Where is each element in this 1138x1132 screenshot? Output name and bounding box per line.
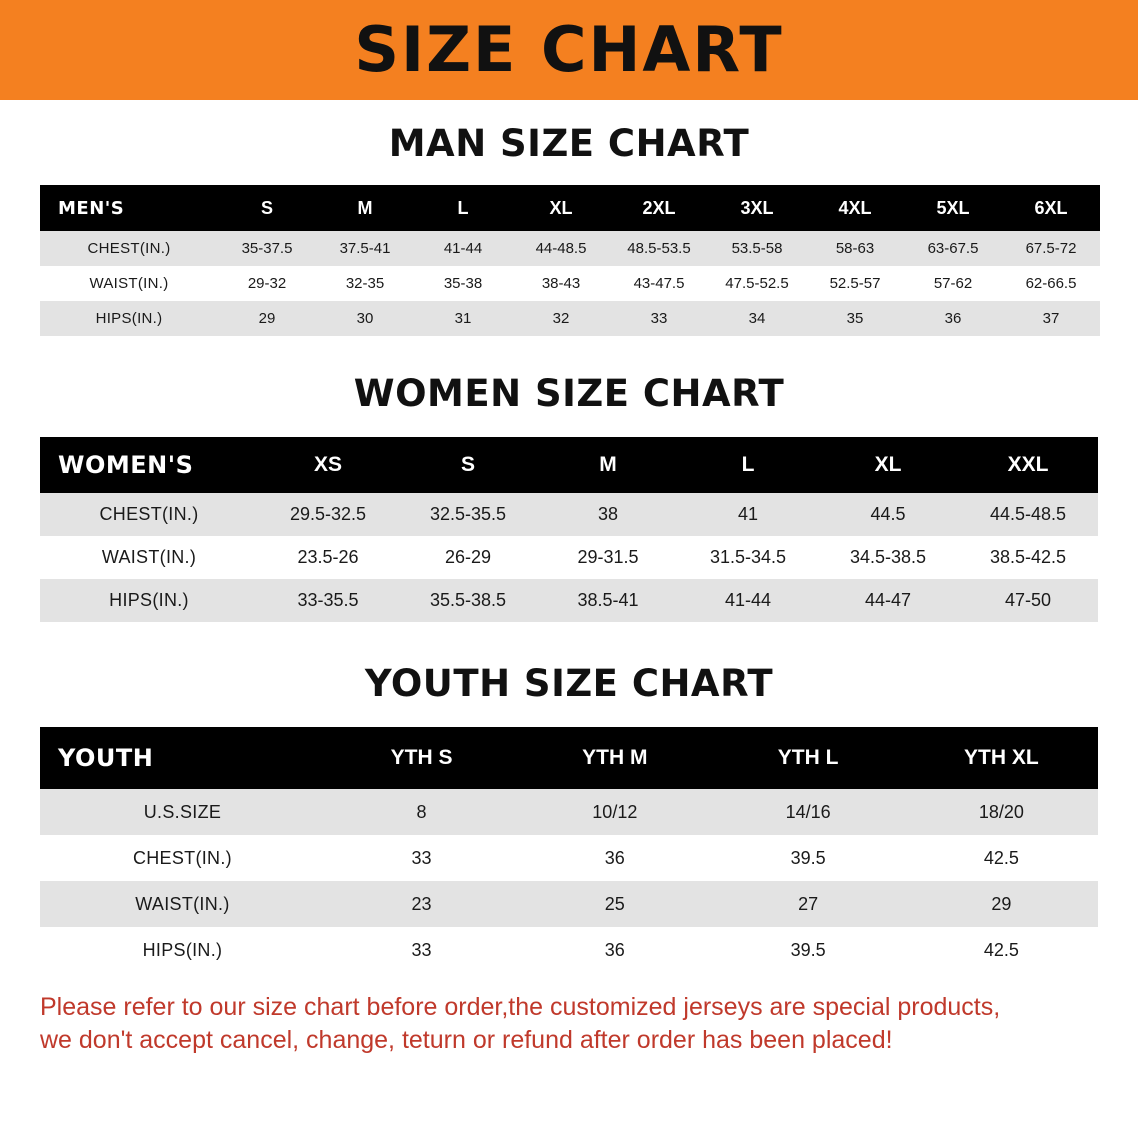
women-cell: 47-50 bbox=[1004, 590, 1052, 610]
footer-note bbox=[40, 991, 1098, 1057]
women-section-heading: WOMEN SIZE CHART bbox=[353, 372, 785, 415]
men-cell: 37.5-41 bbox=[339, 240, 391, 257]
youth-cell: 36 bbox=[604, 939, 625, 960]
women-col-header: S bbox=[460, 453, 475, 476]
men-cell: 41-44 bbox=[443, 240, 483, 257]
youth-col-header: YTH XL bbox=[964, 746, 1039, 769]
women-cell: 38.5-42.5 bbox=[989, 547, 1067, 567]
women-cell: 31.5-34.5 bbox=[709, 547, 787, 567]
youth-cell: 14/16 bbox=[785, 801, 831, 822]
men-cell: 34 bbox=[748, 310, 766, 327]
youth-col-header: YTH M bbox=[582, 746, 648, 769]
men-cell: 52.5-57 bbox=[829, 275, 881, 292]
men-row-label: HIPS(IN.) bbox=[95, 310, 163, 327]
youth-size-table bbox=[40, 727, 1098, 973]
youth-table-wrap bbox=[40, 727, 1098, 973]
men-cell: 58-63 bbox=[835, 240, 875, 257]
table-row bbox=[40, 881, 1098, 927]
women-cell: 32.5-35.5 bbox=[429, 504, 507, 524]
men-cell: 35-37.5 bbox=[241, 240, 293, 257]
men-cell: 35 bbox=[846, 310, 864, 327]
youth-cell: 23 bbox=[411, 893, 432, 914]
women-table-wrap bbox=[40, 437, 1098, 622]
table-row bbox=[40, 266, 1100, 301]
men-cell: 31 bbox=[454, 310, 472, 327]
man-section-heading: MAN SIZE CHART bbox=[388, 122, 750, 165]
men-col-header: 2XL bbox=[642, 197, 676, 218]
men-cell: 67.5-72 bbox=[1025, 240, 1077, 257]
table-header-row bbox=[40, 727, 1098, 789]
youth-cell: 18/20 bbox=[978, 801, 1024, 822]
men-cell: 30 bbox=[356, 310, 374, 327]
women-col-header: XXL bbox=[1007, 453, 1049, 476]
women-row-label: HIPS(IN.) bbox=[109, 590, 189, 610]
youth-col-header: YTH S bbox=[390, 746, 453, 769]
women-cell: 38 bbox=[597, 504, 619, 524]
women-col-header: M bbox=[599, 453, 617, 476]
men-cell: 38-43 bbox=[541, 275, 581, 292]
women-col-header: XL bbox=[874, 453, 902, 476]
men-corner-label: MEN'S bbox=[58, 197, 125, 219]
men-cell: 32 bbox=[552, 310, 570, 327]
page-title: SIZE CHART bbox=[354, 13, 784, 86]
men-col-header: 4XL bbox=[838, 197, 872, 218]
table-header-row bbox=[40, 185, 1100, 231]
men-cell: 29 bbox=[258, 310, 276, 327]
table-row bbox=[40, 927, 1098, 973]
women-cell: 41 bbox=[737, 504, 759, 524]
youth-row-label: HIPS(IN.) bbox=[142, 939, 223, 960]
footer-note-line-2: we don't accept cancel, change, teturn or refund after order has been placed! bbox=[40, 1026, 893, 1054]
men-cell: 44-48.5 bbox=[535, 240, 587, 257]
women-col-header: L bbox=[741, 453, 755, 476]
youth-cell: 8 bbox=[416, 801, 427, 822]
women-row-label: WAIST(IN.) bbox=[101, 547, 197, 567]
men-col-header: L bbox=[457, 197, 469, 218]
women-cell: 44.5-48.5 bbox=[989, 504, 1067, 524]
women-cell: 33-35.5 bbox=[297, 590, 359, 610]
women-col-header: XS bbox=[313, 453, 342, 476]
women-size-table bbox=[40, 437, 1098, 622]
women-cell: 34.5-38.5 bbox=[849, 547, 927, 567]
men-size-table bbox=[40, 185, 1100, 336]
women-cell: 23.5-26 bbox=[297, 547, 359, 567]
men-col-header: 6XL bbox=[1034, 197, 1068, 218]
women-cell: 26-29 bbox=[444, 547, 492, 567]
men-col-header: 5XL bbox=[936, 197, 970, 218]
youth-cell: 33 bbox=[411, 939, 432, 960]
men-cell: 48.5-53.5 bbox=[627, 240, 691, 257]
men-cell: 63-67.5 bbox=[927, 240, 979, 257]
table-row bbox=[40, 536, 1098, 579]
men-cell: 53.5-58 bbox=[731, 240, 783, 257]
men-cell: 47.5-52.5 bbox=[725, 275, 789, 292]
women-cell: 29-31.5 bbox=[577, 547, 639, 567]
youth-corner-label: YOUTH bbox=[58, 744, 154, 772]
table-row bbox=[40, 301, 1100, 336]
men-cell: 32-35 bbox=[345, 275, 385, 292]
youth-col-header: YTH L bbox=[777, 746, 839, 769]
table-row bbox=[40, 789, 1098, 835]
men-col-header: 3XL bbox=[740, 197, 774, 218]
men-row-label: WAIST(IN.) bbox=[89, 275, 169, 292]
youth-cell: 39.5 bbox=[790, 847, 826, 868]
men-cell: 33 bbox=[650, 310, 668, 327]
men-col-header: S bbox=[260, 197, 273, 218]
women-cell: 38.5-41 bbox=[577, 590, 639, 610]
table-row bbox=[40, 493, 1098, 536]
table-header-row bbox=[40, 437, 1098, 493]
youth-cell: 25 bbox=[604, 893, 625, 914]
women-corner-label: WOMEN'S bbox=[58, 451, 194, 479]
footer-note-line-1: Please refer to our size chart before order,the customized jerseys are special products, bbox=[40, 993, 1001, 1021]
men-cell: 37 bbox=[1042, 310, 1060, 327]
youth-cell: 33 bbox=[411, 847, 432, 868]
men-cell: 36 bbox=[944, 310, 962, 327]
women-cell: 44-47 bbox=[864, 590, 912, 610]
women-cell: 35.5-38.5 bbox=[429, 590, 507, 610]
table-row bbox=[40, 231, 1100, 266]
youth-cell: 10/12 bbox=[592, 801, 638, 822]
youth-table-body bbox=[40, 789, 1098, 973]
youth-section-heading: YOUTH SIZE CHART bbox=[364, 662, 774, 705]
table-row bbox=[40, 579, 1098, 622]
youth-cell: 36 bbox=[604, 847, 625, 868]
women-cell: 44.5 bbox=[870, 504, 906, 524]
table-row bbox=[40, 835, 1098, 881]
men-cell: 57-62 bbox=[933, 275, 973, 292]
women-row-label: CHEST(IN.) bbox=[99, 504, 199, 524]
youth-cell: 42.5 bbox=[983, 847, 1019, 868]
youth-row-label: U.S.SIZE bbox=[143, 801, 222, 822]
youth-table-header bbox=[40, 727, 1098, 789]
youth-cell: 39.5 bbox=[790, 939, 826, 960]
men-cell: 29-32 bbox=[247, 275, 287, 292]
youth-row-label: WAIST(IN.) bbox=[135, 893, 230, 914]
banner bbox=[0, 0, 1138, 100]
men-table-wrap bbox=[40, 185, 1098, 336]
youth-cell: 42.5 bbox=[983, 939, 1019, 960]
men-cell: 43-47.5 bbox=[633, 275, 685, 292]
women-cell: 29.5-32.5 bbox=[289, 504, 367, 524]
men-table-body bbox=[40, 231, 1100, 336]
men-col-header: XL bbox=[549, 197, 573, 218]
men-cell: 35-38 bbox=[443, 275, 483, 292]
men-row-label: CHEST(IN.) bbox=[87, 240, 171, 257]
youth-cell: 27 bbox=[798, 893, 819, 914]
men-cell: 62-66.5 bbox=[1025, 275, 1077, 292]
women-table-header bbox=[40, 437, 1098, 493]
men-table-header bbox=[40, 185, 1100, 231]
women-cell: 41-44 bbox=[724, 590, 772, 610]
youth-row-label: CHEST(IN.) bbox=[132, 847, 232, 868]
youth-cell: 29 bbox=[991, 893, 1012, 914]
men-col-header: M bbox=[357, 197, 373, 218]
women-table-body bbox=[40, 493, 1098, 622]
